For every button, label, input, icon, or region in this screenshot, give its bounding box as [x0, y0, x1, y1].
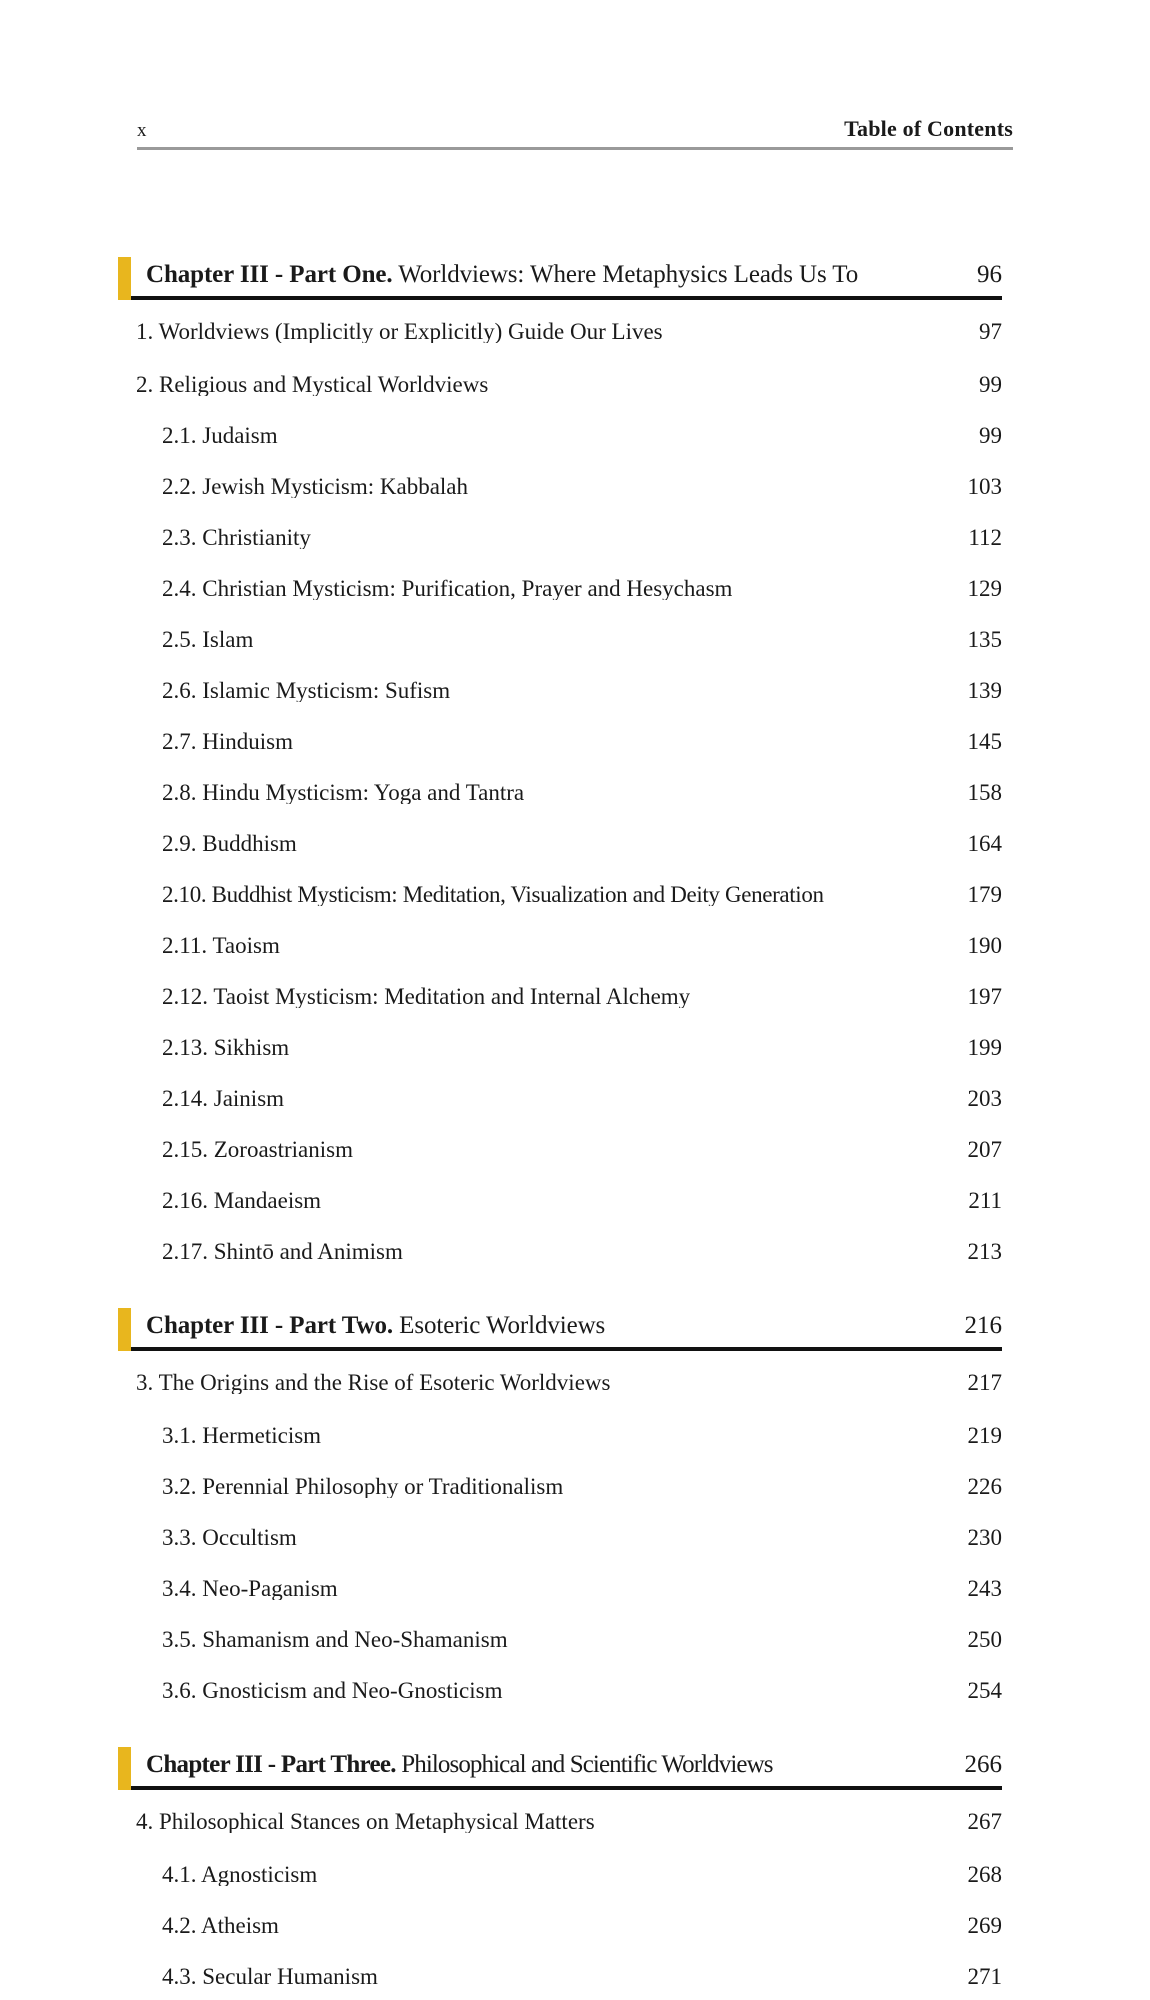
toc-entry-page-number: 145: [967, 729, 1002, 754]
toc-entry-page-number: 164: [967, 831, 1002, 856]
toc-entry-title: 2. Religious and Mystical Worldviews: [136, 373, 489, 396]
toc-entry-page-number: 190: [967, 933, 1002, 958]
toc-entry-list: [118, 1794, 1002, 2000]
toc-entry-list: [118, 1355, 1002, 1714]
toc-entry-title: 2.5. Islam: [162, 628, 254, 651]
toc-entry[interactable]: [118, 1224, 1002, 1275]
accent-bar-icon: [118, 257, 131, 300]
chapter-heading[interactable]: [118, 1745, 1002, 1790]
toc-entry-title: 2.15. Zoroastrianism: [162, 1138, 353, 1161]
toc-entry[interactable]: [118, 1071, 1002, 1122]
toc-entry[interactable]: [118, 1510, 1002, 1561]
toc-entry-title: 2.14. Jainism: [162, 1087, 285, 1110]
chapter-label: Chapter III - Part Three.: [146, 1751, 396, 1778]
chapter-subtitle: Esoteric Worldviews: [393, 1312, 606, 1339]
toc-entry[interactable]: [118, 408, 1002, 459]
toc-entry[interactable]: [118, 1612, 1002, 1663]
toc-entry-list: [118, 304, 1002, 1275]
toc-entry-title: 2.8. Hindu Mysticism: Yoga and Tantra: [162, 781, 525, 804]
toc-entry-page-number: 199: [967, 1035, 1002, 1060]
toc-entry[interactable]: [118, 1173, 1002, 1224]
toc-entry-page-number: 213: [967, 1239, 1002, 1264]
toc-entry-page-number: 267: [967, 1809, 1002, 1834]
accent-bar-icon: [118, 1308, 131, 1351]
chapter-heading-text: [146, 261, 858, 289]
toc-entry[interactable]: [118, 1408, 1002, 1459]
toc-entry-page-number: 103: [967, 474, 1002, 499]
chapter-heading-body: [131, 255, 1002, 300]
toc-entry-page-number: 250: [967, 1627, 1002, 1652]
toc-entry[interactable]: [118, 1020, 1002, 1071]
toc-entry-title: 2.10. Buddhist Mysticism: Meditation, Visualization and Deity Generation: [162, 883, 824, 906]
toc-entry-title: 4.1. Agnosticism: [162, 1863, 318, 1886]
accent-bar-icon: [118, 1747, 131, 1790]
toc-entry[interactable]: [118, 1459, 1002, 1510]
toc-entry[interactable]: [118, 459, 1002, 510]
toc-entry-page-number: 268: [967, 1862, 1002, 1887]
toc-entry-page-number: 230: [967, 1525, 1002, 1550]
toc-entry[interactable]: [118, 816, 1002, 867]
chapter-page-number: 216: [964, 1312, 1002, 1339]
toc-entry[interactable]: [118, 969, 1002, 1020]
toc-entry-page-number: 197: [967, 984, 1002, 1009]
toc-entry-page-number: 243: [967, 1576, 1002, 1601]
toc-entry-page-number: 99: [979, 423, 1002, 448]
toc-entry-title: 3.3. Occultism: [162, 1526, 297, 1549]
toc-entry-page-number: 271: [967, 1964, 1002, 1989]
toc-entry[interactable]: [118, 918, 1002, 969]
toc-entry[interactable]: [118, 714, 1002, 765]
toc-entry[interactable]: [118, 357, 1002, 408]
toc-entry-title: 2.9. Buddhism: [162, 832, 297, 855]
toc-entry-page-number: 211: [968, 1188, 1002, 1213]
toc-entry[interactable]: [118, 663, 1002, 714]
toc-entry[interactable]: [118, 1122, 1002, 1173]
toc-entry-page-number: 112: [968, 525, 1002, 550]
toc-entry-page-number: 158: [967, 780, 1002, 805]
toc-entry-title: 2.11. Taoism: [162, 934, 280, 957]
toc-entry-title: 2.16. Mandaeism: [162, 1189, 322, 1212]
toc-entry-title: 2.7. Hinduism: [162, 730, 293, 753]
chapter-heading-body: [131, 1745, 1002, 1790]
toc-entry[interactable]: [118, 510, 1002, 561]
chapter-page-number: 96: [977, 261, 1002, 288]
toc-entry-title: 2.2. Jewish Mysticism: Kabbalah: [162, 475, 468, 498]
chapter-label: Chapter III - Part One.: [146, 261, 393, 288]
toc-entry[interactable]: [118, 765, 1002, 816]
toc-entry-page-number: 179: [967, 882, 1002, 907]
toc-entry-page-number: 269: [967, 1913, 1002, 1938]
toc-entry-page-number: 139: [967, 678, 1002, 703]
toc-entry[interactable]: [118, 1794, 1002, 1847]
toc-entry-title: 2.6. Islamic Mysticism: Sufism: [162, 679, 451, 702]
toc-entry-title: 2.4. Christian Mysticism: Purification, Prayer and Hesychasm: [162, 577, 733, 600]
toc-entry[interactable]: [118, 1663, 1002, 1714]
chapter-label: Chapter III - Part Two.: [146, 1312, 394, 1339]
toc-entry-title: 4.3. Secular Humanism: [162, 1965, 378, 1988]
chapter-heading-text: [146, 1751, 773, 1779]
toc-entry-title: 3.1. Hermeticism: [162, 1424, 322, 1447]
toc-entry[interactable]: [118, 561, 1002, 612]
chapter-heading[interactable]: [118, 1306, 1002, 1351]
toc-entry-page-number: 219: [967, 1423, 1002, 1448]
toc-entry-title: 2.17. Shintō and Animism: [162, 1240, 403, 1263]
toc-entry-title: 4. Philosophical Stances on Metaphysical Matters: [136, 1810, 595, 1833]
running-header: [137, 118, 1013, 150]
toc-entry-page-number: 226: [967, 1474, 1002, 1499]
toc-entry[interactable]: [118, 612, 1002, 663]
toc-entry-page-number: 217: [967, 1370, 1002, 1395]
chapter-heading-text: [146, 1312, 605, 1340]
toc-entry-page-number: 129: [967, 576, 1002, 601]
toc-entry-title: 2.13. Sikhism: [162, 1036, 290, 1059]
toc-entry-title: 3.6. Gnosticism and Neo-Gnosticism: [162, 1679, 503, 1702]
toc-entry-title: 2.3. Christianity: [162, 526, 311, 549]
toc-body: [118, 255, 1002, 2000]
chapter-subtitle: Worldviews: Where Metaphysics Leads Us To: [392, 261, 859, 288]
chapter-heading-body: [131, 1306, 1002, 1351]
toc-entry-title: 3.4. Neo-Paganism: [162, 1577, 338, 1600]
toc-entry-title: 3.2. Perennial Philosophy or Traditionalism: [162, 1475, 564, 1498]
toc-entry[interactable]: [118, 1355, 1002, 1408]
toc-entry-page-number: 99: [979, 372, 1002, 397]
toc-entry[interactable]: [118, 1847, 1002, 1898]
toc-entry-title: 2.12. Taoist Mysticism: Meditation and Internal Alchemy: [162, 985, 691, 1008]
toc-entry-title: 4.2. Atheism: [162, 1914, 279, 1937]
chapter-page-number: 266: [964, 1751, 1002, 1778]
toc-entry-title: 2.1. Judaism: [162, 424, 278, 447]
toc-entry-title: 3. The Origins and the Rise of Esoteric Worldviews: [136, 1371, 611, 1394]
page-title: Table of Contents: [844, 116, 1013, 141]
chapter-heading[interactable]: [118, 255, 1002, 300]
toc-entry-page-number: 97: [979, 319, 1002, 344]
toc-entry-page-number: 254: [967, 1678, 1002, 1703]
toc-entry[interactable]: [118, 867, 1002, 918]
toc-entry-title: 1. Worldviews (Implicitly or Explicitly) Guide Our Lives: [136, 320, 663, 343]
toc-entry[interactable]: [118, 1561, 1002, 1612]
toc-entry-page-number: 203: [967, 1086, 1002, 1111]
page-folio: x: [137, 120, 147, 141]
toc-entry-title: 3.5. Shamanism and Neo-Shamanism: [162, 1628, 508, 1651]
toc-entry[interactable]: [118, 1949, 1002, 2000]
toc-entry-page-number: 207: [967, 1137, 1002, 1162]
toc-entry-page-number: 135: [967, 627, 1002, 652]
toc-entry[interactable]: [118, 1898, 1002, 1949]
chapter-subtitle: Philosophical and Scientific Worldviews: [395, 1751, 773, 1778]
toc-entry[interactable]: [118, 304, 1002, 357]
